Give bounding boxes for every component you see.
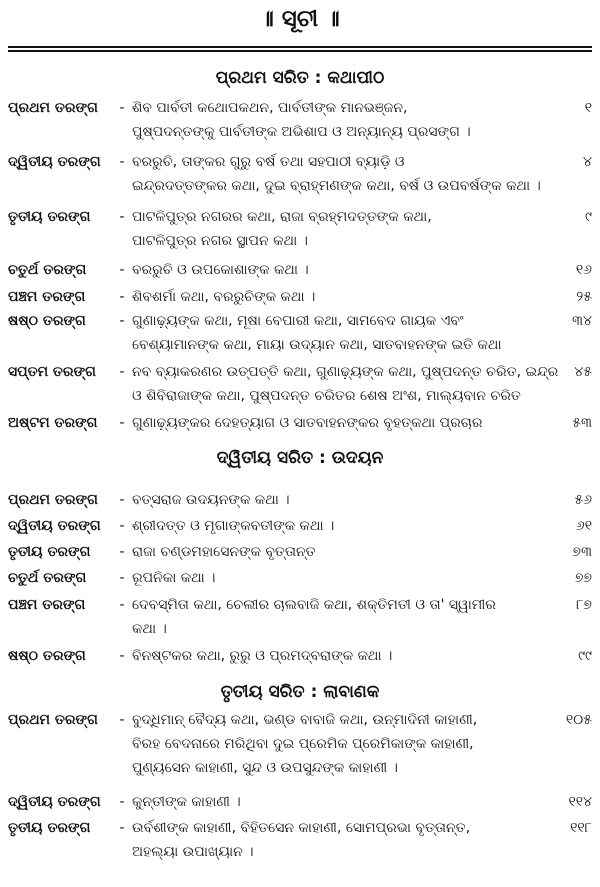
page-number: ୧୧୮ — [570, 820, 592, 836]
toc-entry — [8, 360, 592, 408]
chapter-label: ଚତୁର୍ଥ ତରଙ୍ଗ — [8, 570, 87, 586]
description-line: କଥା । — [132, 621, 167, 637]
description-line: ନବ ବ୍ୟାକରଣର ଉତ୍ପତ୍ତି କଥା, ଗୁଣାଢ଼୍ୟଙ୍କ କଥା, ପୁଷ୍ପଦନ୍ତ ଚରିତ, ଇନ୍ଦ୍ର — [132, 364, 559, 380]
toc-entry — [8, 205, 592, 253]
toc-entry — [8, 790, 592, 814]
separator-dash: - — [119, 794, 125, 810]
toc-entry — [8, 411, 592, 435]
separator-dash: - — [119, 597, 125, 613]
toc-entry — [8, 566, 592, 590]
chapter-description — [132, 816, 534, 864]
chapter-description — [132, 411, 534, 435]
toc-entry — [8, 593, 592, 641]
description-line: ଶିବଶର୍ମା କଥା, ବରରୁଚିଙ୍କ କଥା । — [132, 289, 316, 305]
separator-dash: - — [119, 712, 125, 728]
description-line: ବିରହ ବେଦନାରେ ମରିଥିବା ଦୁଇ ପ୍ରେମିକ ପ୍ରେମିକାଙ୍କ କାହାଣୀ, — [132, 736, 474, 752]
chapter-label: ଷଷ୍ଠ ତରଙ୍ଗ — [8, 313, 86, 329]
page-number: ୧ — [584, 100, 592, 116]
page-title: ॥ ସୂଚୀ ॥ — [260, 6, 340, 32]
chapter-label: ପଞ୍ଚମ ତରଙ୍ଗ — [8, 289, 86, 305]
page-number: ୫୬ — [574, 492, 592, 508]
chapter-label: ଅଷ୍ଟମ ତରଙ୍ଗ — [8, 415, 98, 431]
page-number: ୮୭ — [576, 597, 592, 613]
chapter-description — [132, 96, 534, 144]
separator-dash: - — [119, 570, 125, 586]
chapter-description — [132, 285, 534, 309]
page-number: ୪୫ — [574, 364, 592, 380]
chapter-description — [132, 150, 541, 198]
toc-entry — [8, 258, 592, 282]
title-rule-bottom — [8, 50, 592, 52]
separator-dash: - — [119, 492, 125, 508]
chapter-description — [132, 644, 534, 668]
separator-dash: - — [119, 154, 125, 170]
toc-entry — [8, 150, 592, 198]
page-number: ୯ — [585, 209, 592, 225]
page-number: ୫୩ — [572, 415, 592, 431]
toc-entry — [8, 644, 592, 668]
page-number: ୭୩ — [572, 544, 592, 560]
chapter-label: ପ୍ରଥମ ତରଙ୍ଗ — [8, 100, 98, 116]
chapter-label: ସପ୍ତମ ତରଙ୍ଗ — [8, 364, 96, 380]
description-line: ଦେବସ୍ମିତା କଥା, ଚେଲୀର ଚାଲବାଜି କଥା, ଶକ୍ତିମତୀ ଓ ତା' ସ୍ୱାମୀର — [132, 597, 496, 613]
chapter-description — [132, 514, 534, 538]
description-line: ରାଜା ଚଣ୍ଡମହାସେନଙ୍କ ବୃତ୍ତାନ୍ତ — [132, 544, 316, 560]
toc-entry — [8, 816, 592, 864]
description-line: ବେଶ୍ୟାମାନଙ୍କ କଥା, ମାୟା ଉଦ୍ୟାନ କଥା, ସାତବାହନଙ୍କ ଇତି କଥା — [132, 337, 502, 353]
chapter-description — [132, 360, 559, 408]
separator-dash: - — [119, 544, 125, 560]
chapter-description — [132, 790, 534, 814]
chapter-label: ତୃତୀୟ ତରଙ୍ଗ — [8, 544, 91, 560]
description-line: ଗୁଣାଢ଼୍ୟଙ୍କର ଦେହତ୍ୟାଗ ଓ ସାତବାହନଙ୍କର ବୃହତ୍‌କଥା ପ୍ରଚାର — [132, 415, 483, 431]
page-number: ୭୭ — [574, 570, 592, 586]
chapter-description — [132, 309, 534, 357]
chapter-description — [132, 488, 534, 512]
description-line: ରୂପନିକା କଥା । — [132, 570, 216, 586]
toc-entry — [8, 514, 592, 538]
page-number: ୯୯ — [578, 648, 592, 664]
chapter-description — [132, 708, 534, 780]
toc-entry — [8, 540, 592, 564]
separator-dash: - — [119, 518, 125, 534]
page-number: ୬୧ — [575, 518, 592, 534]
description-line: ବୁଦ୍ଧିମାନ୍ ବୈଦ୍ୟ କଥା, ଭଣ୍ଡ ବାବାଜି କଥା, ଉନ୍ମାଦିନୀ କାହାଣୀ, — [132, 712, 478, 728]
description-line: ପାଟଳିପୁତ୍ର ନଗର ସ୍ଥାପନ କଥା । — [132, 233, 308, 249]
separator-dash: - — [119, 209, 125, 225]
title-rule-top — [8, 46, 592, 48]
section-heading: ଦ୍ୱିତୀୟ ସରିତ : ଉଦୟନ — [216, 448, 384, 468]
toc-entry — [8, 285, 592, 309]
page-number: ୧୧୪ — [568, 794, 592, 810]
page-number: ୧୦୫ — [565, 712, 592, 728]
chapter-description — [132, 205, 534, 253]
chapter-description — [132, 258, 534, 282]
chapter-label: ଦ୍ୱିତୀୟ ତରଙ୍ଗ — [8, 518, 101, 534]
separator-dash: - — [119, 262, 125, 278]
section-heading: ତୃତୀୟ ସରିତ : ଲାବାଣକ — [220, 682, 380, 702]
page-number: ୨୫ — [576, 289, 592, 305]
description-line: ଉର୍ବଶୀଙ୍କ କାହାଣୀ, ବିହିତସେନ କାହାଣୀ, ସୋମପ୍ରଭା ବୃତ୍ତାନ୍ତ, — [132, 820, 471, 836]
description-line: ଓ ଶିବିରାଜାଙ୍କ କଥା, ପୁଷ୍ପଦନ୍ତ ଚରିତର ଶେଷ ଅଂଶ, ମାଲ୍ୟବାନ ଚରିତ — [132, 388, 521, 404]
page-number: ୪ — [583, 154, 592, 170]
chapter-label: ତୃତୀୟ ତରଙ୍ଗ — [8, 209, 91, 225]
section-heading: ପ୍ରଥମ ସରିତ : କଥାପୀଠ — [215, 68, 385, 88]
toc-entry — [8, 488, 592, 512]
chapter-description — [132, 566, 534, 590]
description-line: ପାଟଳିପୁତ୍ର ନଗରର କଥା, ରାଜା ବ୍ରହ୍ମଦତ୍ତଙ୍କ କଥା, — [132, 209, 432, 225]
description-line: ପୁଷ୍ପଦନ୍ତଙ୍କୁ ପାର୍ବତୀଙ୍କ ଅଭିଶାପ ଓ ଅନ୍ୟାନ୍ୟ ପ୍ରସଙ୍ଗ । — [132, 124, 471, 140]
description-line: ଶିବ ପାର୍ବତୀ କଥୋପକଥନ, ପାର୍ବତୀଙ୍କ ମାନଭଞ୍ଜନ, — [132, 100, 408, 116]
separator-dash: - — [119, 364, 125, 380]
description-line: ବରରୁଚି, ତାଙ୍କର ଗୁରୁ ବର୍ଷ ତଥା ସହପାଠୀ ବ୍ୟାଡ଼ି ଓ — [132, 154, 405, 170]
description-line: ଗୁଣାଢ଼୍ୟଙ୍କ କଥା, ମୂଷା ବେପାରୀ କଥା, ସାମବେଦ ଗାୟକ ଏବଂ — [132, 313, 464, 329]
page-number: ୧୬ — [575, 262, 592, 278]
description-line: ଅହଲ୍ୟା ଉପାଖ୍ୟାନ । — [132, 844, 254, 860]
chapter-description — [132, 593, 534, 641]
separator-dash: - — [119, 415, 125, 431]
separator-dash: - — [119, 820, 125, 836]
chapter-label: ପ୍ରଥମ ତରଙ୍ଗ — [8, 712, 98, 728]
chapter-label: ତୃତୀୟ ତରଙ୍ଗ — [8, 820, 91, 836]
description-line: ଇନ୍ଦ୍ରଦତ୍ତଙ୍କର କଥା, ଦୁଇ ବ୍ରାହ୍ମଣଙ୍କ କଥା, ବର୍ଷ ଓ ଉପବର୍ଷଙ୍କ କଥା । — [132, 178, 541, 194]
description-line: ବିନଷ୍ଟକର କଥା, ରୁରୁ ଓ ପ୍ରମଦ୍‌ବରାଙ୍କ କଥା । — [132, 648, 393, 664]
separator-dash: - — [119, 648, 125, 664]
description-line: କୁନ୍ତୀଙ୍କ କାହାଣୀ । — [132, 794, 241, 810]
description-line: ବତ୍ସରାଜ ଉଦୟନଙ୍କ କଥା । — [132, 492, 290, 508]
separator-dash: - — [119, 100, 125, 116]
chapter-description — [132, 540, 534, 564]
chapter-label: ପ୍ରଥମ ତରଙ୍ଗ — [8, 492, 98, 508]
description-line: ବରରୁଚି ଓ ଉପକୋଶାଙ୍କ କଥା । — [132, 262, 309, 278]
description-line: ଶ୍ରୀଦତ୍ତ ଓ ମୃଗାଙ୍କବତୀଙ୍କ କଥା । — [132, 518, 335, 534]
description-line: ପୁଣ୍ୟସେନ କାହାଣୀ, ସୁନ୍ଦ ଓ ଉପସୁନ୍ଦଙ୍କ କାହାଣୀ । — [132, 760, 398, 776]
toc-entry — [8, 708, 592, 780]
separator-dash: - — [119, 313, 125, 329]
toc-entry — [8, 96, 592, 144]
chapter-label: ଦ୍ୱିତୀୟ ତରଙ୍ଗ — [8, 154, 101, 170]
chapter-label: ଚତୁର୍ଥ ତରଙ୍ଗ — [8, 262, 87, 278]
page-number: ୩୪ — [572, 313, 592, 329]
separator-dash: - — [119, 289, 125, 305]
toc-entry — [8, 309, 592, 357]
chapter-label: ଦ୍ୱିତୀୟ ତରଙ୍ଗ — [8, 794, 101, 810]
chapter-label: ଷଷ୍ଠ ତରଙ୍ଗ — [8, 648, 86, 664]
chapter-label: ପଞ୍ଚମ ତରଙ୍ଗ — [8, 597, 86, 613]
